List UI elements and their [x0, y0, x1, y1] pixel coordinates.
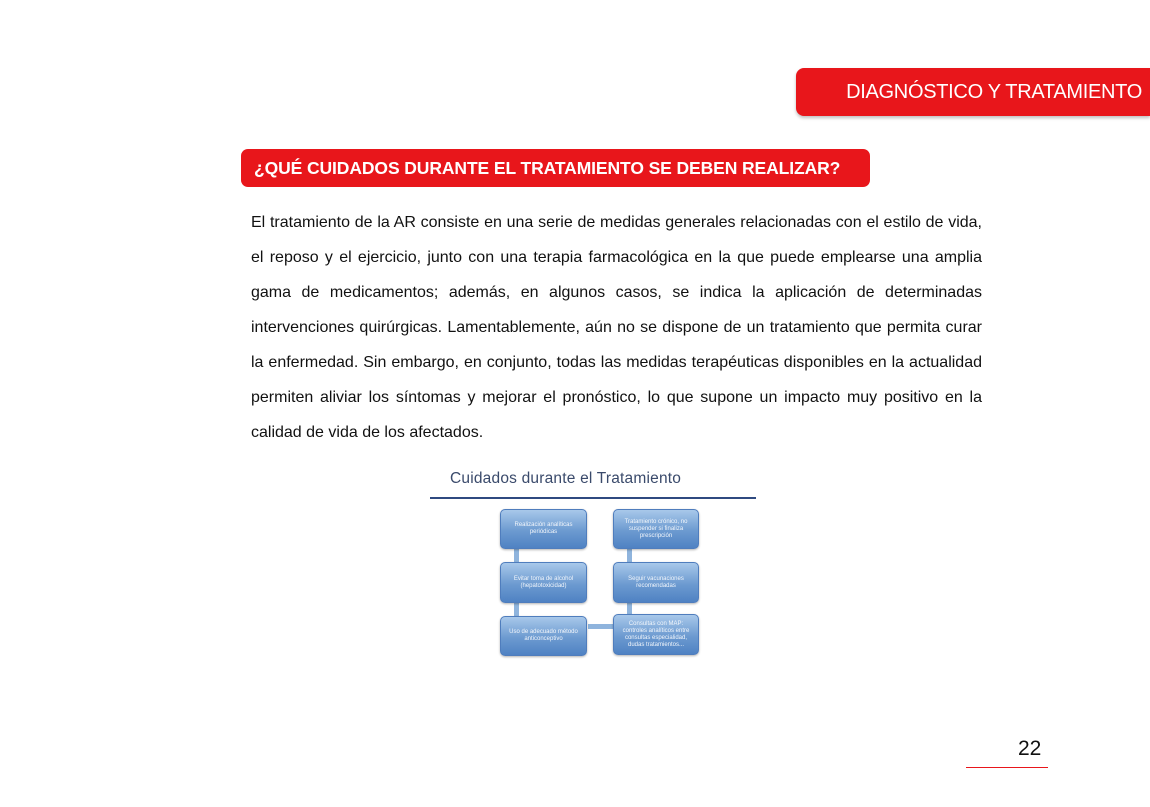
diagram-node-left-2: Evitar toma de alcohol (hepatotoxicidad)	[500, 562, 587, 603]
question-title: ¿QUÉ CUIDADOS DURANTE EL TRATAMIENTO SE DEBEN REALIZAR?	[254, 158, 841, 178]
page-number: 22	[1018, 737, 1042, 760]
section-title: DIAGNÓSTICO Y TRATAMIENTO	[846, 81, 1142, 103]
diagram-node-left-1: Realización analíticas periódicas	[500, 509, 587, 549]
section-header-tab	[796, 68, 1150, 116]
diagram-node-right-3: Consultas con MAP: controles analíticos entre consultas especialidad, dudas tratamientos...	[613, 614, 699, 655]
body-paragraph: El tratamiento de la AR consiste en una serie de medidas generales relacionadas con el estilo de vida, el reposo y el ejercicio, junto con una terapia farmacológica en la que puede emplearse una amplia gama de medicamentos; además, en algunos casos, se indica la aplicación de determinadas intervenciones quirúrgicas. Lamentablemente, aún no se dispone de un tratamiento que permita curar la enfermedad. Sin embargo, en conjunto, todas las medidas terapéuticas disponibles en la actualidad permiten aliviar los síntomas y mejorar el pronóstico, lo que supone un impacto muy positivo en la calidad de vida de los afectados.	[251, 214, 982, 441]
page-number-rule	[966, 767, 1048, 768]
diagram-node-left-3: Uso de adecuado método anticonceptivo	[500, 616, 587, 656]
connector-left-right-bottom	[588, 624, 616, 629]
care-diagram	[428, 464, 758, 664]
question-banner	[241, 149, 870, 187]
diagram-title-rule	[430, 497, 756, 499]
diagram-title: Cuidados durante el Tratamiento	[450, 470, 682, 487]
diagram-node-right-2: Seguir vacunaciones recomendadas	[613, 562, 699, 603]
diagram-node-right-1: Tratamiento crónico, no suspender si finaliza prescripción	[613, 509, 699, 549]
